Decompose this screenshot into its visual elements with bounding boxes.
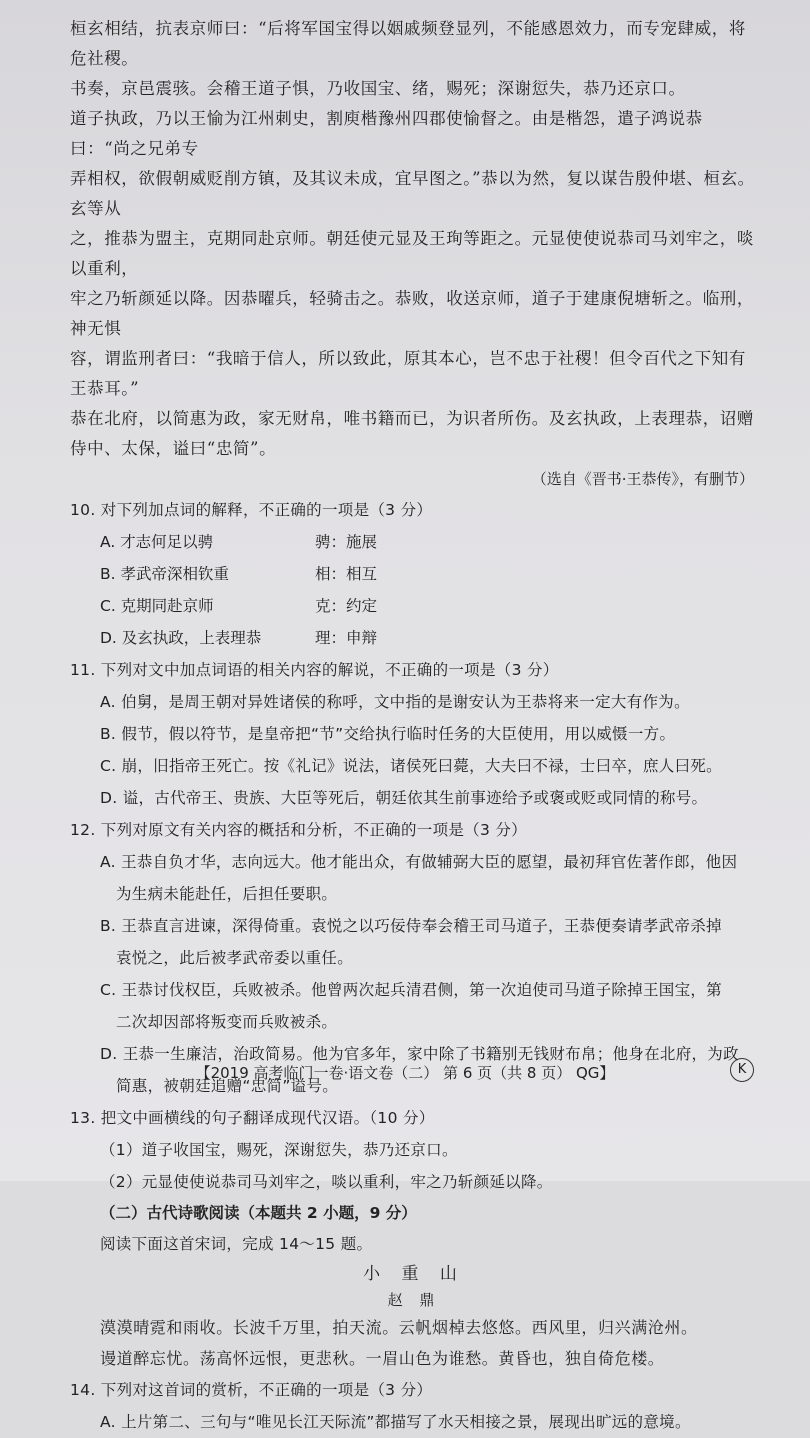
passage-line: 书奏，京邑震骇。会稽王道子惧，乃收国宝、绪，赐死；深谢愆失，恭乃还京口。: [70, 79, 686, 98]
page-footer: [0, 1062, 810, 1083]
passage-line: 之，推恭为盟主，克期同赴京师。朝廷使元显及王珣等距之。元显使使说恭司马刘牢之，啖以重利，: [70, 229, 754, 278]
section-heading: （二）古代诗歌阅读（本题共 2 小题，9 分）: [100, 1204, 417, 1222]
k-mark-icon: K: [730, 1058, 754, 1082]
passage-line: 道子执政，乃以王愉为江州刺史，割庾楷豫州四郡使愉督之。由是楷怨，遣子鸿说恭曰：“尚之兄弟专: [70, 109, 703, 158]
passage-line: 容，谓监刑者曰：“我暗于信人，所以致此，原其本心，岂不忠于社稷！但令百代之下知有王恭耳。”: [70, 349, 746, 398]
option-c-cont: 二次却因部将叛变而兵败被杀。: [116, 1013, 338, 1031]
option-c: C. 崩，旧指帝王死亡。按《礼记》说法，诸侯死曰薨，大夫曰不禄，士曰卒，庶人曰死。: [100, 757, 722, 775]
passage-source: （选自《晋书·王恭传》，有删节）: [531, 470, 754, 488]
passage-line: 弄相权，欲假朝威贬削方镇，及其议未成，宜早图之。”恭以为然，复以谋告殷仲堪、桓玄。玄等从: [70, 169, 755, 218]
option-c: C. 王恭讨伐权臣，兵败被杀。他曾两次起兵清君侧，第一次迫使司马道子除掉王国宝，第: [100, 981, 722, 999]
option-d-cont: 简惠，被朝廷追赠“忠简”谥号。: [116, 1077, 339, 1095]
section-intro: 阅读下面这首宋词，完成 14～15 题。: [100, 1235, 373, 1253]
translate-item-2: （2）元显使使说恭司马刘牢之，啖以重利，牢之乃斩颜延以降。: [100, 1173, 553, 1191]
poem-line: 谩道醉忘忧。荡高怀远恨，更悲秋。一眉山色为谁愁。黄昏也，独自倚危楼。: [100, 1349, 665, 1368]
translate-item-1: （1）道子收国宝，赐死，深谢愆失，恭乃还京口。: [100, 1141, 458, 1159]
footer-text: 【2019 高考临门一卷·语文卷（二） 第 6 页（共 8 页） QG】: [195, 1064, 615, 1082]
question-11: [70, 654, 758, 814]
option-b: B. 王恭直言进谏，深得倚重。袁悦之以巧佞侍奉会稽王司马道子，王恭便奏请孝武帝杀掉: [100, 917, 722, 935]
question-12: [70, 814, 758, 1102]
option-c: C. 克期同赴京师 克：约定: [100, 597, 378, 615]
option-b: B. 孝武帝深相钦重 相：相互: [100, 565, 378, 583]
option-a: A. 王恭自负才华，志向远大。他才能出众，有做辅弼大臣的愿望，最初拜官佐著作郎，他因: [100, 853, 738, 871]
question-14: [70, 1374, 758, 1438]
question-stem: 10. 对下列加点词的解释，不正确的一项是（3 分）: [70, 501, 433, 519]
passage: [70, 14, 758, 494]
passage-line: 牢之乃斩颜延以降。因恭曜兵，轻骑击之。恭败，收送京师，道子于建康倪塘斩之。临刑，神无惧: [70, 289, 754, 338]
question-stem: 11. 下列对文中加点词语的相关内容的解说，不正确的一项是（3 分）: [70, 661, 559, 679]
section-poetry: [70, 1198, 758, 1374]
question-stem: 14. 下列对这首词的赏析，不正确的一项是（3 分）: [70, 1381, 433, 1399]
option-a: A. 上片第二、三句与“唯见长江天际流”都描写了水天相接之景，展现出旷远的意境。: [100, 1413, 691, 1431]
option-a-cont: 为生病未能赴任，后担任要职。: [116, 885, 338, 903]
poem-line: 漠漠晴霓和雨收。长波千万里，拍天流。云帆烟棹去悠悠。西风里，归兴满沧州。: [100, 1318, 698, 1337]
option-d: D. 及玄执政，上表理恭 理：申辩: [100, 629, 378, 647]
passage-line: 恭在北府，以简惠为政，家无财帛，唯书籍而已，为识者所伤。及玄执政，上表理恭，诏赠侍中、太保，谥曰“忠简”。: [70, 409, 754, 458]
poem-title: 小 重 山: [363, 1264, 465, 1284]
question-stem: 12. 下列对原文有关内容的概括和分析，不正确的一项是（3 分）: [70, 821, 527, 839]
option-d: D. 王恭一生廉洁，治政简易。他为官多年，家中除了书籍别无钱财布帛；他身在北府，为政: [100, 1045, 739, 1063]
option-d: D. 谥，古代帝王、贵族、大臣等死后，朝廷依其生前事迹给予或褒或贬或同情的称号。: [100, 789, 708, 807]
question-stem: 13. 把文中画横线的句子翻译成现代汉语。（10 分）: [70, 1109, 435, 1127]
passage-line: 桓玄相结，抗表京师曰：“后将军国宝得以姻戚频登显列，不能感恩效力，而专宠肆威，将危社稷。: [70, 19, 746, 68]
option-b: B. 假节，假以符节，是皇帝把“节”交给执行临时任务的大臣使用，用以威慑一方。: [100, 725, 676, 743]
question-13: [70, 1102, 758, 1198]
option-a: A. 才志何足以骋 骋：施展: [100, 533, 378, 551]
option-a: A. 伯舅，是周王朝对异姓诸侯的称呼，文中指的是谢安认为王恭将来一定大有作为。: [100, 693, 690, 711]
poem-author: 赵 鼎: [387, 1291, 441, 1309]
question-10: [70, 494, 758, 654]
option-b-cont: 袁悦之，此后被孝武帝委以重任。: [116, 949, 354, 967]
